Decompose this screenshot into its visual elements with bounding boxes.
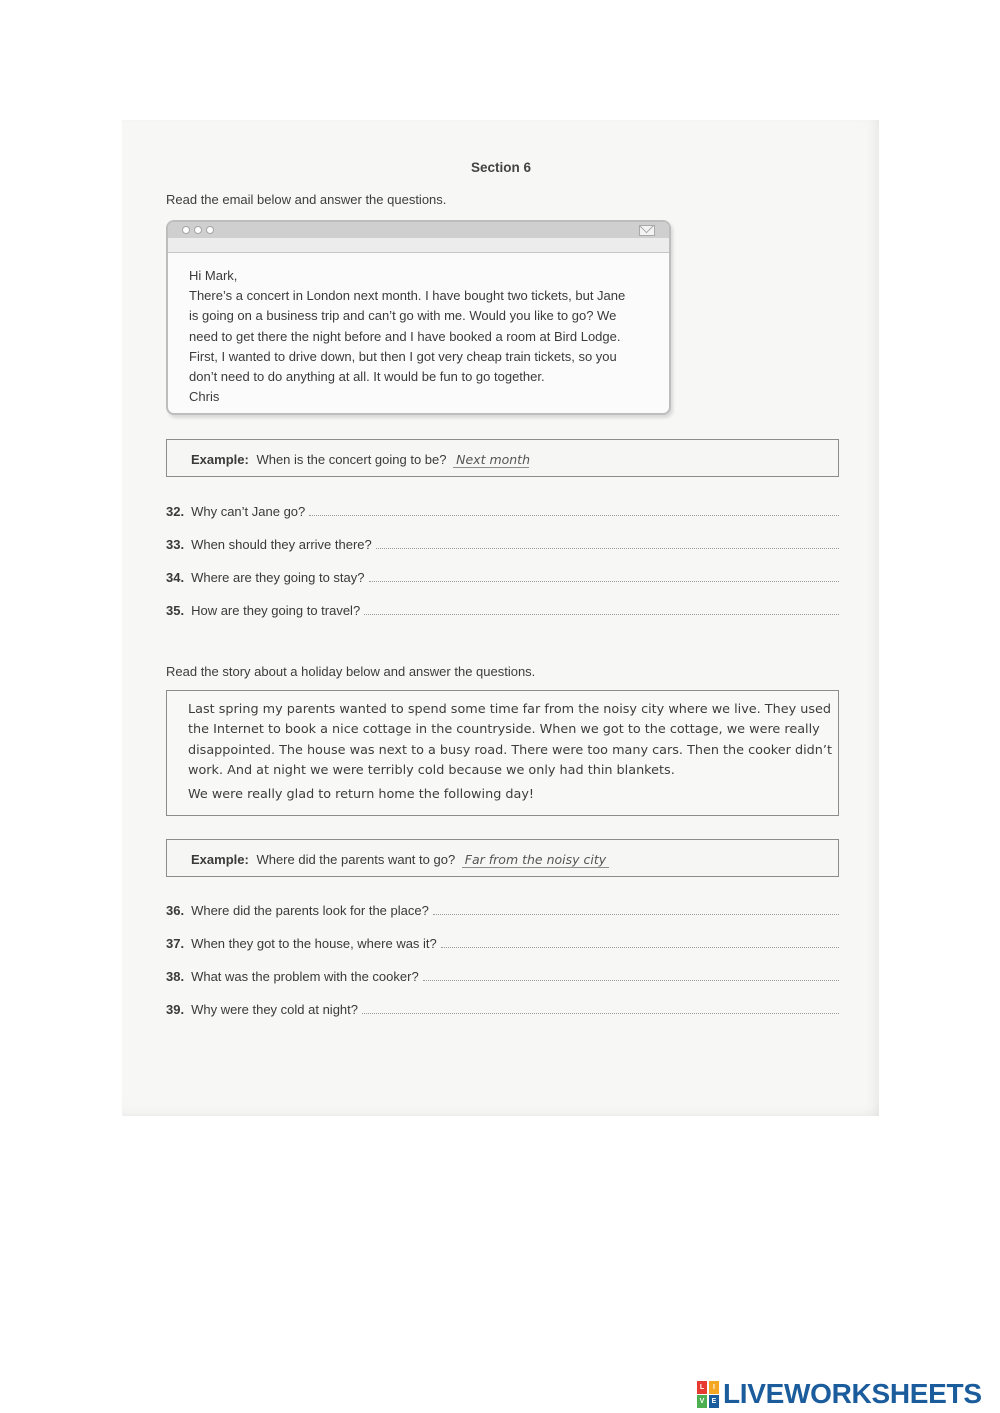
example-label: Example: xyxy=(191,452,249,467)
question-36 xyxy=(166,900,839,918)
question-number: 34. xyxy=(166,570,185,585)
example-question: When is the concert going to be? xyxy=(256,452,447,467)
story-last-line: We were really glad to return home the following day! xyxy=(188,787,535,803)
question-text: Why can’t Jane go? xyxy=(191,504,306,519)
logo-letter: E xyxy=(709,1395,719,1408)
question-number: 37. xyxy=(166,936,185,951)
question-text: How are they going to travel? xyxy=(191,603,361,618)
example-question: Where did the parents want to go? xyxy=(256,852,456,867)
story-line: the Internet to book a nice cottage in the countryside. When we got to the cottage, we were really xyxy=(188,722,820,738)
question-text: When should they arrive there? xyxy=(191,537,372,552)
window-maximize-icon xyxy=(206,226,214,234)
question-32 xyxy=(166,501,839,519)
answer-line-33[interactable] xyxy=(376,547,839,549)
liveworksheets-brand xyxy=(696,1376,982,1412)
window-minimize-icon xyxy=(194,226,202,234)
email-signature: Chris xyxy=(189,389,220,405)
example-label: Example: xyxy=(191,852,249,867)
answer-line-34[interactable] xyxy=(369,580,839,582)
question-number: 39. xyxy=(166,1002,185,1017)
story-text xyxy=(188,700,832,805)
liveworksheets-logo-icon xyxy=(696,1379,720,1409)
story-example-box xyxy=(166,839,839,877)
window-close-icon xyxy=(182,226,190,234)
question-33 xyxy=(166,534,839,552)
answer-line-39[interactable] xyxy=(362,1012,839,1014)
email-instruction: Read the email below and answer the questions. xyxy=(166,192,447,207)
answer-line-32[interactable] xyxy=(309,514,839,516)
logo-letter: L xyxy=(697,1381,707,1394)
email-window xyxy=(166,220,671,415)
email-title-bar xyxy=(168,222,669,238)
answer-line-38[interactable] xyxy=(423,979,839,981)
logo-letter: I xyxy=(709,1381,719,1394)
question-text: What was the problem with the cooker? xyxy=(191,969,419,984)
section-title: Section 6 xyxy=(471,160,532,175)
question-38 xyxy=(166,966,839,984)
brand-name: LIVEWORKSHEETS xyxy=(723,1378,982,1409)
answer-line-37[interactable] xyxy=(441,946,839,948)
question-34 xyxy=(166,567,839,585)
answer-line-36[interactable] xyxy=(433,913,839,915)
email-example-box xyxy=(166,439,839,477)
story-box xyxy=(166,690,839,816)
email-line: is going on a business trip and can’t go with me. Would you like to go? We xyxy=(189,308,617,324)
question-number: 36. xyxy=(166,903,185,918)
story-line: Last spring my parents wanted to spend some time far from the noisy city where we live. They used xyxy=(188,702,832,717)
question-text: Why were they cold at night? xyxy=(191,1002,358,1017)
question-37 xyxy=(166,933,839,951)
question-39 xyxy=(166,999,839,1017)
email-body xyxy=(189,266,625,407)
email-line: need to get there the night before and I have booked a room at Bird Lodge. xyxy=(189,328,621,344)
story-instruction: Read the story about a holiday below and answer the questions. xyxy=(166,664,536,679)
logo-letter: V xyxy=(697,1395,707,1408)
question-35 xyxy=(166,600,839,618)
story-line: work. And at night we were terribly cold because we only had thin blankets. xyxy=(188,762,675,778)
story-line: disappointed. The house was next to a busy road. There were too many cars. Then the cooker didn’t xyxy=(188,742,832,758)
question-number: 38. xyxy=(166,969,185,984)
email-line: There’s a concert in London next month. I have bought two tickets, but Jane xyxy=(189,288,626,304)
email-line: First, I wanted to drive down, but then I got very cheap train tickets, so you xyxy=(189,348,617,364)
envelope-icon xyxy=(639,225,655,236)
email-toolbar xyxy=(168,238,669,253)
question-number: 35. xyxy=(166,603,185,618)
question-text: Where did the parents look for the place? xyxy=(191,903,429,918)
question-text: When they got to the house, where was it? xyxy=(191,936,437,951)
question-number: 32. xyxy=(166,504,185,519)
example-answer: Next month xyxy=(453,452,529,468)
question-number: 33. xyxy=(166,537,185,552)
question-text: Where are they going to stay? xyxy=(191,570,365,585)
example-answer: Far from the noisy city xyxy=(462,852,609,868)
email-line: Hi Mark, xyxy=(189,268,238,283)
answer-line-35[interactable] xyxy=(364,613,839,615)
email-line: don’t need to do anything at all. It would be fun to go together. xyxy=(189,369,545,385)
